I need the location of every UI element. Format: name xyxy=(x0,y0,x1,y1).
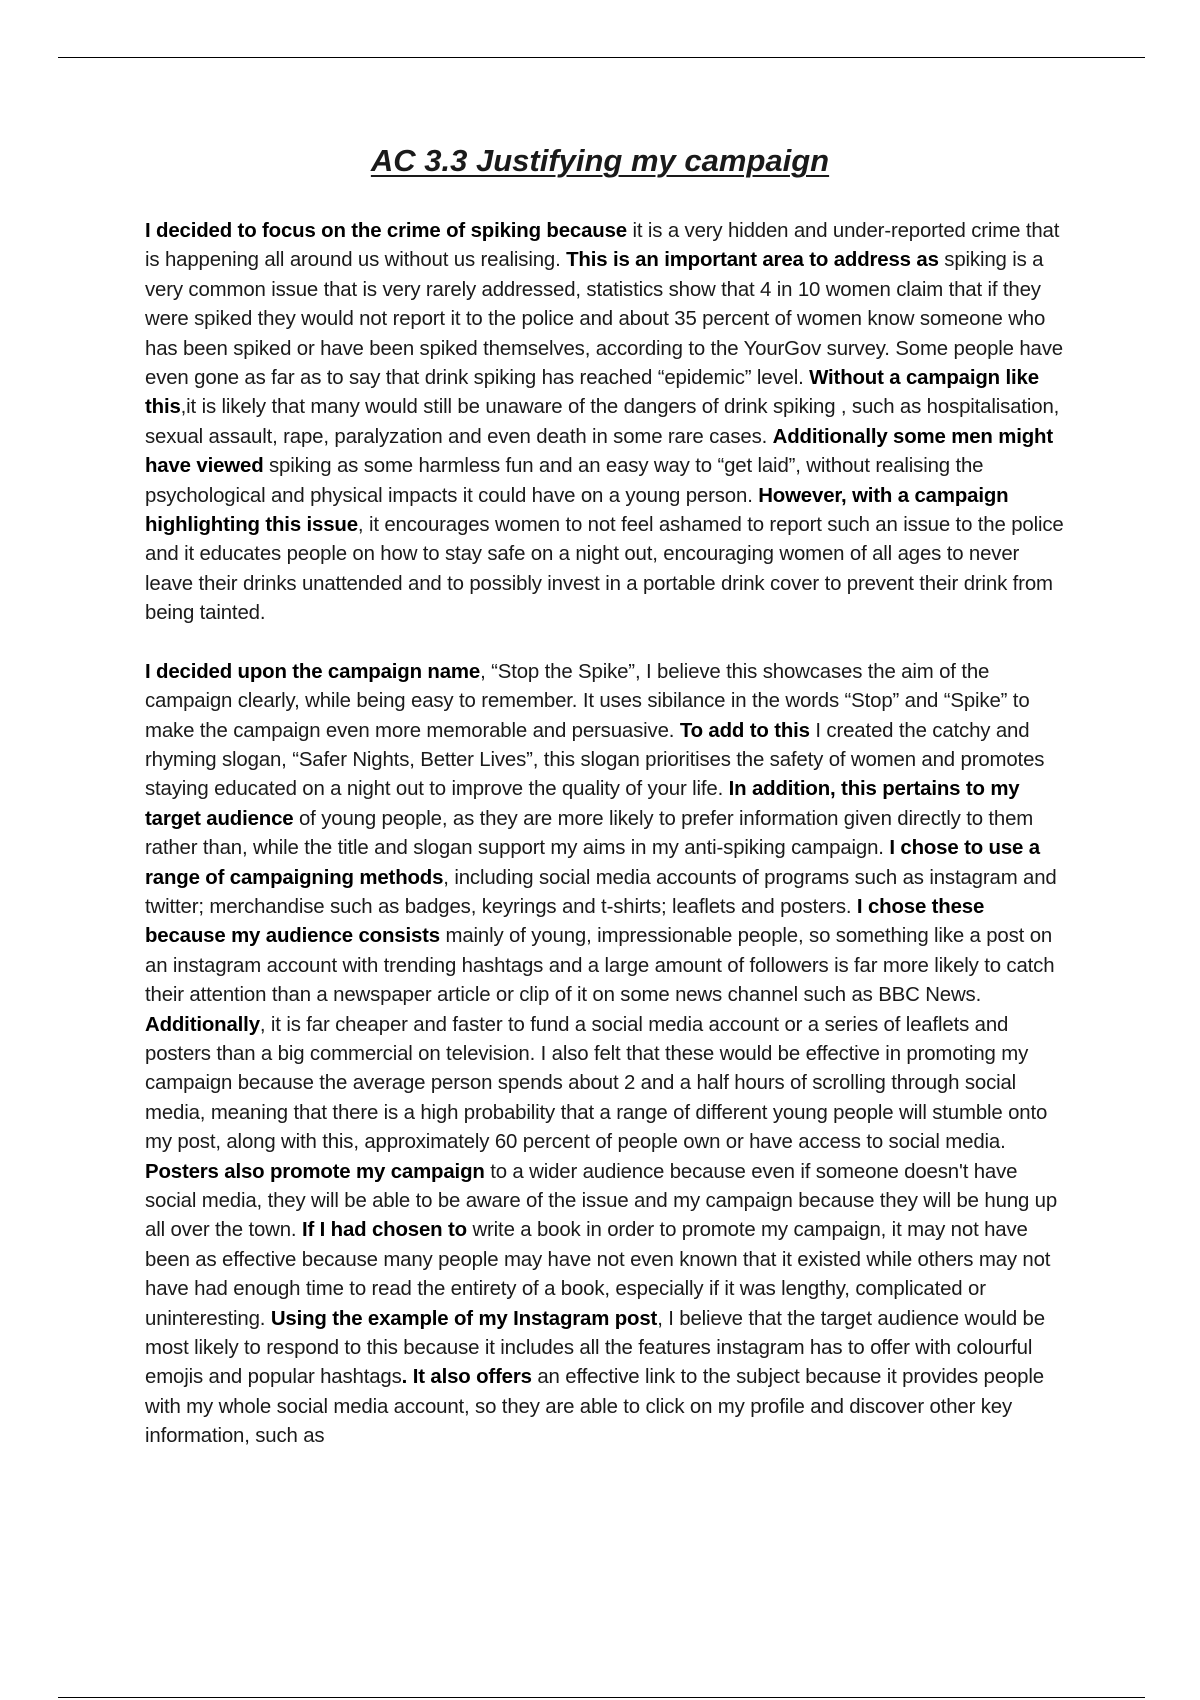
document-body xyxy=(145,217,1067,1481)
text-run: , including social media accounts of programs such as instagram and twitter; merchandise such as badges, keyrings and t-shirts; leaflets and posters. xyxy=(145,866,1057,918)
text-run: spiking is a very common issue that is very rarely addressed, statistics show that 4 in 10 women claim that if they were spiked they would not report it to the police and about 35 percent of women know someone who has been spiked or have been spiked themselves, according to the YourGov survey. Some people have even gone as far as to say that drink spiking has reached “epidemic” level. xyxy=(145,249,1063,390)
text-run: I created the catchy and rhyming slogan, “Safer Nights, Better Lives”, this slogan prioritises the safety of women and promotes staying educated on a night out to improve the quality of your life. xyxy=(145,719,1045,801)
paragraph-1 xyxy=(145,217,1067,629)
bold-phrase: . It also offers xyxy=(401,1366,532,1389)
bold-phrase: This is an important area to address as xyxy=(566,249,939,272)
bold-phrase: I chose these because my audience consists xyxy=(145,895,985,948)
footer-rule xyxy=(58,1697,1145,1698)
text-run: , I believe that the target audience would be most likely to respond to this because it includes all the features instagram has to offer with colourful emojis and popular hashtags xyxy=(145,1307,1045,1389)
bold-phrase: Additionally some men might have viewed xyxy=(145,425,1053,478)
bold-phrase: Posters also promote my campaign xyxy=(145,1160,485,1183)
text-run: , it is far cheaper and faster to fund a social media account or a series of leaflets and posters than a big commercial on television. I also felt that these would be effective in promoting my campaign because the average person spends about 2 and a half hours of scrolling through social media, meaning that there is a high probability that a range of different young people will stumble onto my post, along with this, approximately 60 percent of people own or have access to social media. xyxy=(145,1013,1048,1154)
text-run: an effective link to the subject because it provides people with my whole social media account, so they are able to click on my profile and discover other key information, such as xyxy=(145,1366,1044,1448)
text-run: to a wider audience because even if someone doesn't have social media, they will be able to be aware of the issue and my campaign because they will be hung up all over the town. xyxy=(145,1160,1058,1242)
bold-phrase: I decided to focus on the crime of spiking because xyxy=(145,220,627,242)
bold-phrase: I chose to use a range of campaigning methods xyxy=(145,837,1040,889)
text-run: , it encourages women to not feel ashamed to report such an issue to the police and it educates people on how to stay safe on a night out, encouraging women of all ages to never leave their drinks unattended and to possibly invest in a portable drink cover to prevent their drink from being tainted. xyxy=(145,514,1064,625)
paragraph-2 xyxy=(145,658,1067,1452)
bold-phrase: To add to this xyxy=(679,719,810,742)
text-run: , “Stop the Spike”, I believe this showcases the aim of the campaign clearly, while being easy to remember. It uses sibilance in the words “Stop” and “Spike” to make the campaign even more memorable and persuasive. xyxy=(145,660,1030,742)
text-run: of young people, as they are more likely to prefer information given directly to them rather than, while the title and slogan support my aims in my anti-spiking campaign. xyxy=(145,807,1034,860)
bold-phrase: Without a campaign like this xyxy=(145,367,1039,419)
text-run: ,it is likely that many would still be unaware of the dangers of drink spiking , such as hospitalisation, sexual assault, rape, paralyzation and even death in some rare cases. xyxy=(145,396,1060,448)
text-run: spiking as some harmless fun and an easy way to “get laid”, without realising the psychological and physical impacts it could have on a young person. xyxy=(145,455,984,507)
bold-phrase: In addition, this pertains to my target audience xyxy=(145,778,1020,830)
page-title: AC 3.3 Justifying my campaign xyxy=(370,143,830,178)
bold-phrase: Additionally xyxy=(145,1013,260,1036)
bold-phrase: I decided upon the campaign name xyxy=(145,660,481,683)
text-run: mainly of young, impressionable people, so something like a post on an instagram account with trending hashtags and a large amount of followers is far more likely to catch their attention than a newspaper article or clip of it on some news channel such as BBC News. xyxy=(145,925,1055,1007)
bold-phrase: Using the example of my Instagram post xyxy=(270,1307,658,1330)
text-run: write a book in order to promote my campaign, it may not have been as effective because many people may have not even known that it existed while others may not have had enough time to read the entirety of a book, especially if it was lengthy, complicated or uninteresting. xyxy=(145,1219,1051,1330)
bold-phrase: However, with a campaign highlighting this issue xyxy=(145,484,1009,537)
bold-phrase: If I had chosen to xyxy=(301,1219,467,1242)
text-run: it is a very hidden and under-reported crime that is happening all around us without us realising. xyxy=(145,220,1060,272)
header-rule xyxy=(58,57,1145,58)
